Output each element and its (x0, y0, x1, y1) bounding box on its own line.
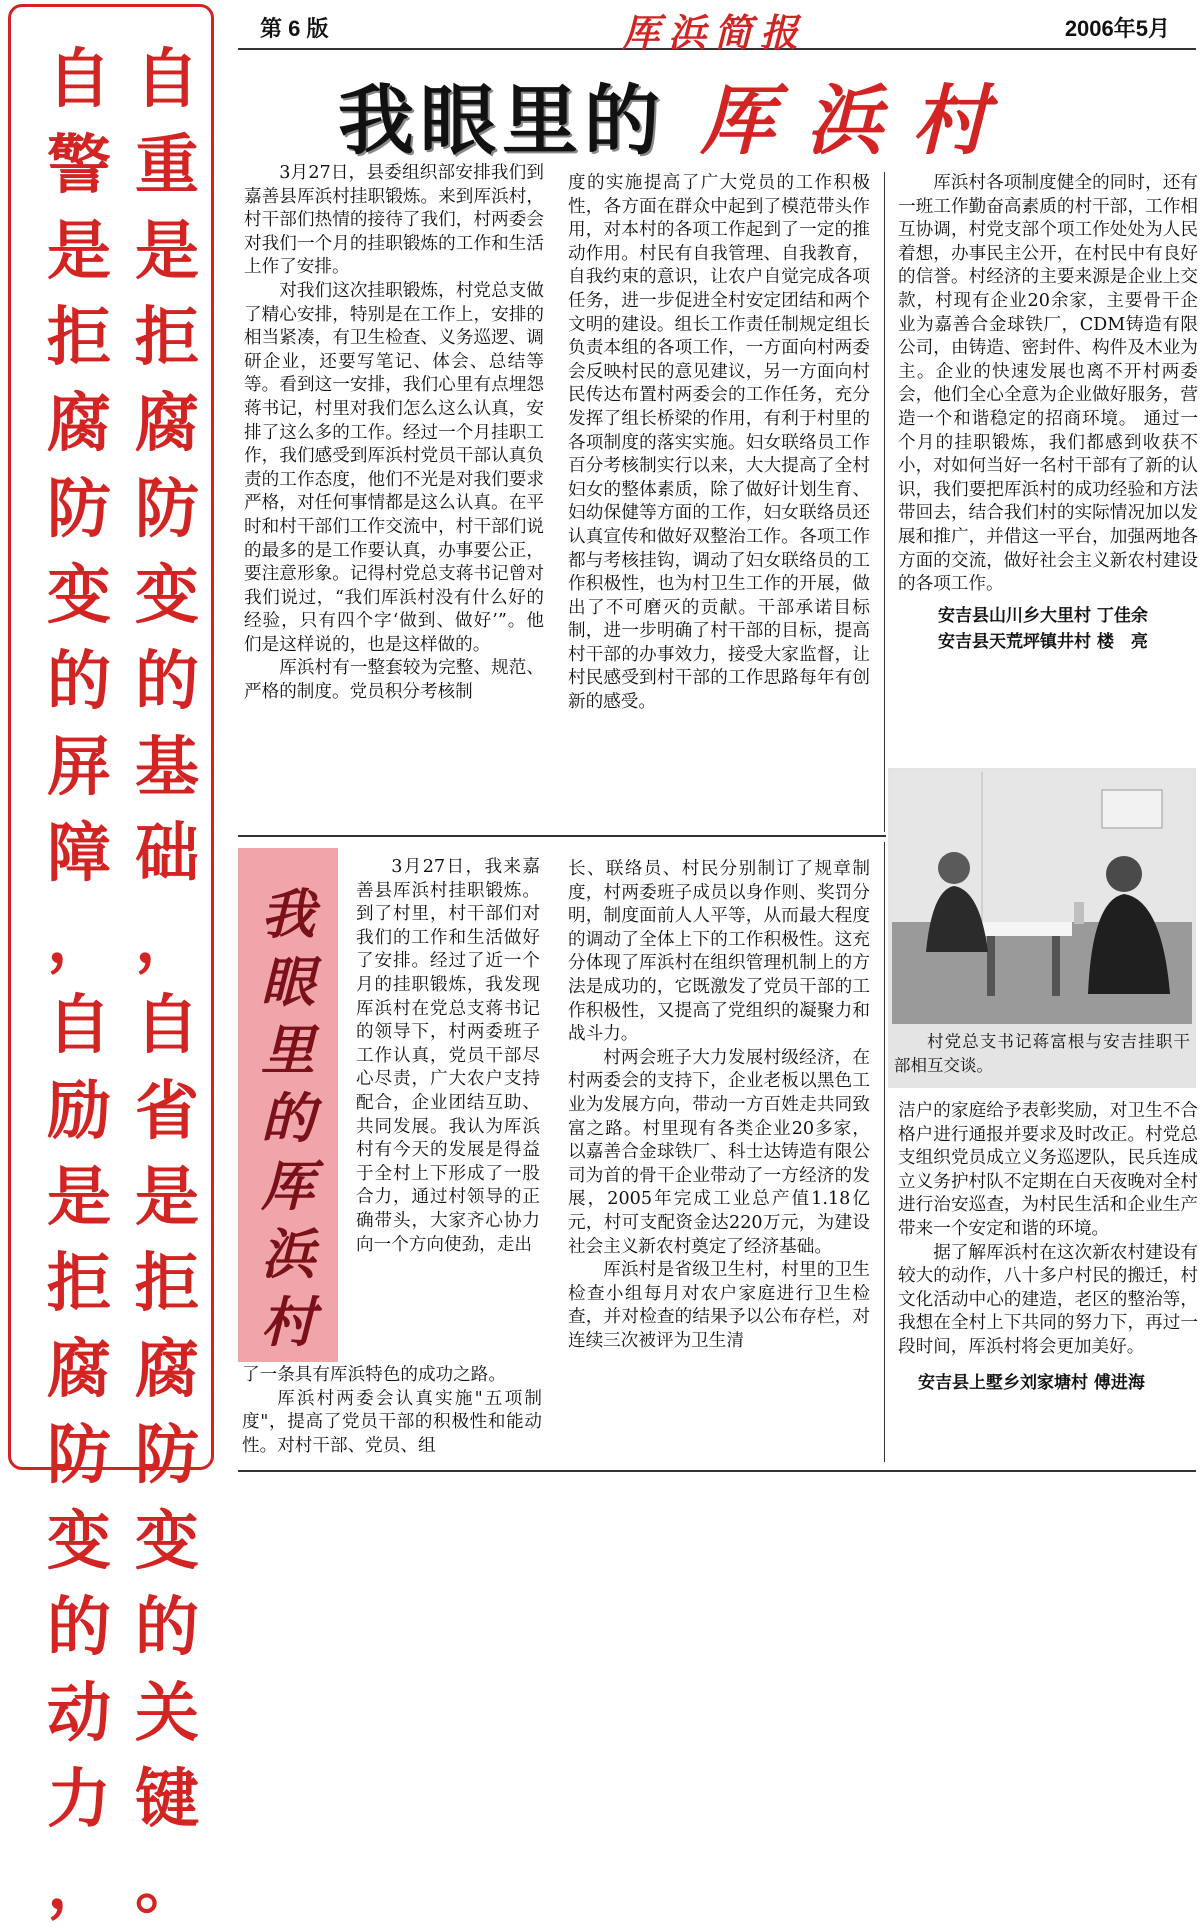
slogan-char: 是 (47, 215, 111, 289)
title-char: 的 (261, 1086, 315, 1150)
slogan-char: 础 (135, 817, 199, 891)
slogan-char: ， (47, 1849, 111, 1923)
author-byline: 安吉县山川乡大里村 丁佳余 (938, 605, 1148, 626)
slogan-char: 拒 (135, 1247, 199, 1321)
slogan-char: 变 (135, 1505, 199, 1579)
photo-image (892, 772, 1192, 1024)
paragraph: 厍浜村是省级卫生村，村里的卫生检查小组每月对农户家庭进行卫生检查，并对检查的结果予以公布存栏，对连续三次被评为卫生清 (568, 1260, 870, 1351)
slogan-char: 省 (135, 1075, 199, 1149)
slogan-char: ， (135, 903, 199, 977)
slogan-char: 的 (47, 1591, 111, 1665)
slogan-char: 拒 (47, 1247, 111, 1321)
paragraph: 厍浜村各项制度健全的同时，还有一班工作勤奋高素质的村干部，工作相互协调，村党支部个项工作处处为人民着想，办事民主公开，在村民中有良好的信誉。村经济的主要来源是企业上交款，村现有企业20余家，主要骨干企业为嘉善合金球铁厂，CDM铸造有限公司，由铸造、密封件、构件及木业为主。企业的快速发展也离不开村两委会，他们全心全意为企业做好服务，营造一个和谐稳定的招商环境。 通过一个月的挂职锻炼，我们都感到收获不小，对如何当好一名村干部有了新的认识，我们要把厍浜村的成功经验和方法带回去，结合我们村的实际情况加以发展和推广，并借这一平台，加强两地各方面的交流，做好社会主义新农村建设的各项工作。 (898, 173, 1198, 595)
page-number: 第 6 版 (260, 16, 329, 41)
title-char: 眼 (261, 950, 315, 1014)
slogan-char: 关 (135, 1677, 199, 1751)
slogan-char: 腐 (135, 1333, 199, 1407)
slogan-char: 动 (47, 1677, 111, 1751)
article2-column-1-bottom (242, 1364, 542, 1458)
article1-column-2 (568, 172, 870, 715)
paragraph: 村两会班子大力发展村级经济，在村两委会的支持下，企业老板以黑色工业为发展方向，带动一方百姓走共同致富之路。村里现有各类企业20多家，以嘉善合金球铁厂、科士达铸造有限公司为首的骨干企业带动了一方经济的发展，2005年完成工业总产值1.18亿元，村可支配资金达220万元，为建设社会主义新农村奠定了经济基础。 (568, 1047, 870, 1257)
slogan-banner (8, 4, 214, 1923)
article2-vertical-title (238, 848, 338, 1362)
paragraph: 3月27日，我来嘉善县厍浜村挂职锻炼。到了村里，村干部们对我们的工作和生活做好了安排。经过了近一个月的挂职锻炼，我发现厍浜村在党总支蒋书记的领导下，村两委班子工作认真，党员干部尽心尽责，广大农户支持配合，企业团结互助、共同发展。我认为厍浜村有今天的发展是得益于全村上下形成了一股合力，通过村领导的正确带头，大家齐心协力向一个方向使劲，走出 (356, 857, 540, 1255)
slogan-char: 屏 (47, 731, 111, 805)
slogan-column-left (39, 37, 119, 1929)
slogan-char: 自 (47, 43, 111, 117)
slogan-char: 的 (47, 645, 111, 719)
slogan-char: 防 (47, 473, 111, 547)
slogan-char: 力 (47, 1763, 111, 1837)
article2-column-1-top (356, 856, 540, 1257)
newspaper-title: 厍浜简报 (622, 10, 807, 55)
column-divider (884, 172, 885, 832)
main-headline (338, 66, 1018, 165)
article1-column-3 (898, 172, 1198, 655)
title-char: 村 (261, 1290, 315, 1354)
slogan-char: 腐 (47, 387, 111, 461)
slogan-char: 是 (135, 1161, 199, 1235)
author-byline: 安吉县天荒坪镇井村 楼 亮 (938, 631, 1148, 652)
news-photo (888, 768, 1196, 1088)
paragraph: 了一条具有厍浜特色的成功之路。 (242, 1365, 506, 1385)
headline-red-text: 厍浜村 (700, 75, 1018, 165)
slogan-char: 腐 (135, 387, 199, 461)
title-char: 浜 (261, 1222, 315, 1286)
slogan-char: 拒 (135, 301, 199, 375)
slogan-char: 的 (135, 645, 199, 719)
slogan-char: 腐 (47, 1333, 111, 1407)
page-bottom-rule (238, 1470, 1196, 1472)
title-char: 里 (261, 1018, 315, 1082)
slogan-char: 自 (135, 989, 199, 1063)
slogan-char: 重 (135, 129, 199, 203)
paragraph: 对我们这次挂职锻炼，村党总支做了精心安排，特别是在工作上，安排的相当紧凑，有卫生检查、义务巡逻、调研企业，还要写笔记、体会、总结等等。看到这一安排，我们心里有点埋怨蒋书记，村里对我们怎么这么认真，安排了这么多的工作。经过一个月挂职工作，我们感受到厍浜村党员干部认真负责的工作态度，他们不光是对我们要求严格，对任何事情都是这么认真。在平时和村干部们工作交流中，村干部们说的最多的是工作要认真，办事要公正，要注意形象。记得村党总支蒋书记曾对我们说过，“我们厍浜村没有什么好的经验，只有四个字‘做到、做好’”。他们是这样说的，也是这样做的。 (244, 280, 544, 655)
slogan-char: 拒 (47, 301, 111, 375)
title-char: 我 (261, 882, 315, 946)
slogan-char: 键 (135, 1763, 199, 1837)
article2-column-2 (568, 858, 870, 1353)
paragraph: 度的实施提高了广大党员的工作积极性，各方面在群众中起到了模范带头作用，对本村的各项工作起到了一定的推动作用。村民有自我管理、自我教育，自我约束的意识，让农户自觉完成各项任务，进一步促进全村安定团结和两个文明的建设。组长工作责任制规定组长负责本组的各项工作，一方面向村两委会反映村民的意见建议，另一方面向村民传达布置村两委会的工作任务，充分发挥了组长桥梁的作用，有利于村里的各项制度的落实实施。妇女联络员工作百分考核制实行以来，大大提高了全村妇女的整体素质，除了做好计划生育、妇幼保健等方面的工作，妇女联络员还认真宣传和做好双整治工作。各项工作都与考核挂钩，调动了妇女联络员的工作积极性，也为村卫生工作的开展，做出了不可磨灭的贡献。干部承诺目标制，进一步明确了村干部的目标，提高村干部的办事效力，接受大家监督，让村民感受到村干部的工作思路每年有创新的感受。 (568, 173, 870, 713)
paragraph: 厍浜村有一整套较为完整、规范、严格的制度。党员积分考核制 (244, 658, 544, 703)
slogan-column-right (127, 37, 207, 1929)
headline-black-text: 我眼里的 (338, 75, 666, 165)
author-byline: 安吉县上墅乡刘家塘村 傅进海 (918, 1372, 1145, 1393)
slogan-char: 变 (135, 559, 199, 633)
title-char: 厍 (261, 1154, 315, 1218)
issue-date: 2006年5月 (1064, 16, 1170, 41)
slogan-char: 变 (47, 559, 111, 633)
slogan-char: 基 (135, 731, 199, 805)
column-divider (884, 842, 885, 1462)
slogan-char: 防 (135, 473, 199, 547)
paragraph: 长、联络员、村民分别制订了规章制度，村两委班子成员以身作则、奖罚分明，制度面前人人平等，从而最大程度的调动了全体上下的工作积极性。这充分体现了厍浜村在组织管理机制上的方法是成功的，它既激发了党员干部的工作积极性，又提高了党组织的凝聚力和战斗力。 (568, 859, 870, 1045)
meeting-scene-illustration (892, 772, 1192, 1024)
paragraph: 厍浜村两委会认真实施"五项制度"，提高了党员干部的积极性和能动性。对村干部、党员、组 (242, 1388, 542, 1456)
slogan-char: 警 (47, 129, 111, 203)
slogan-char: ， (47, 903, 111, 977)
slogan-char: 自 (135, 43, 199, 117)
paragraph: 洁户的家庭给予表彰奖励，对卫生不合格户进行通报并要求及时改正。村党总支组织党员成立义务巡逻队，民兵连成立义务护村队不定期在白天夜晚对全村进行治安巡查，为村民生活和企业生产带来一个安定和谐的环境。 (898, 1101, 1198, 1239)
slogan-char: 障 (47, 817, 111, 891)
article2-column-3 (898, 1100, 1198, 1396)
slogan-char: 的 (135, 1591, 199, 1665)
slogan-char: 变 (47, 1505, 111, 1579)
article1-column-1 (244, 162, 544, 705)
masthead (238, 0, 1196, 55)
paragraph: 3月27日，县委组织部安排我们到嘉善县厍浜村挂职锻炼。来到厍浜村，村干部们热情的接待了我们，村两委会对我们一个月的挂职锻炼的工作和生活上作了安排。 (244, 163, 544, 278)
photo-caption: 村党总支书记蒋富根与安吉挂职干部相互交谈。 (894, 1032, 1190, 1075)
paragraph: 据了解厍浜村在这次新农村建设有较大的动作，八十多户村民的搬迁，村文化活动中心的建造，老区的整治等，我想在全村上下共同的努力下，再过一段时间，厍浜村将会更加美好。 (898, 1242, 1198, 1357)
slogan-char: 防 (135, 1419, 199, 1493)
slogan-char: 自 (47, 989, 111, 1063)
slogan-char: 是 (47, 1161, 111, 1235)
slogan-char: 。 (135, 1849, 199, 1923)
slogan-char: 防 (47, 1419, 111, 1493)
slogan-char: 是 (135, 215, 199, 289)
section-divider (238, 835, 886, 837)
slogan-char: 励 (47, 1075, 111, 1149)
